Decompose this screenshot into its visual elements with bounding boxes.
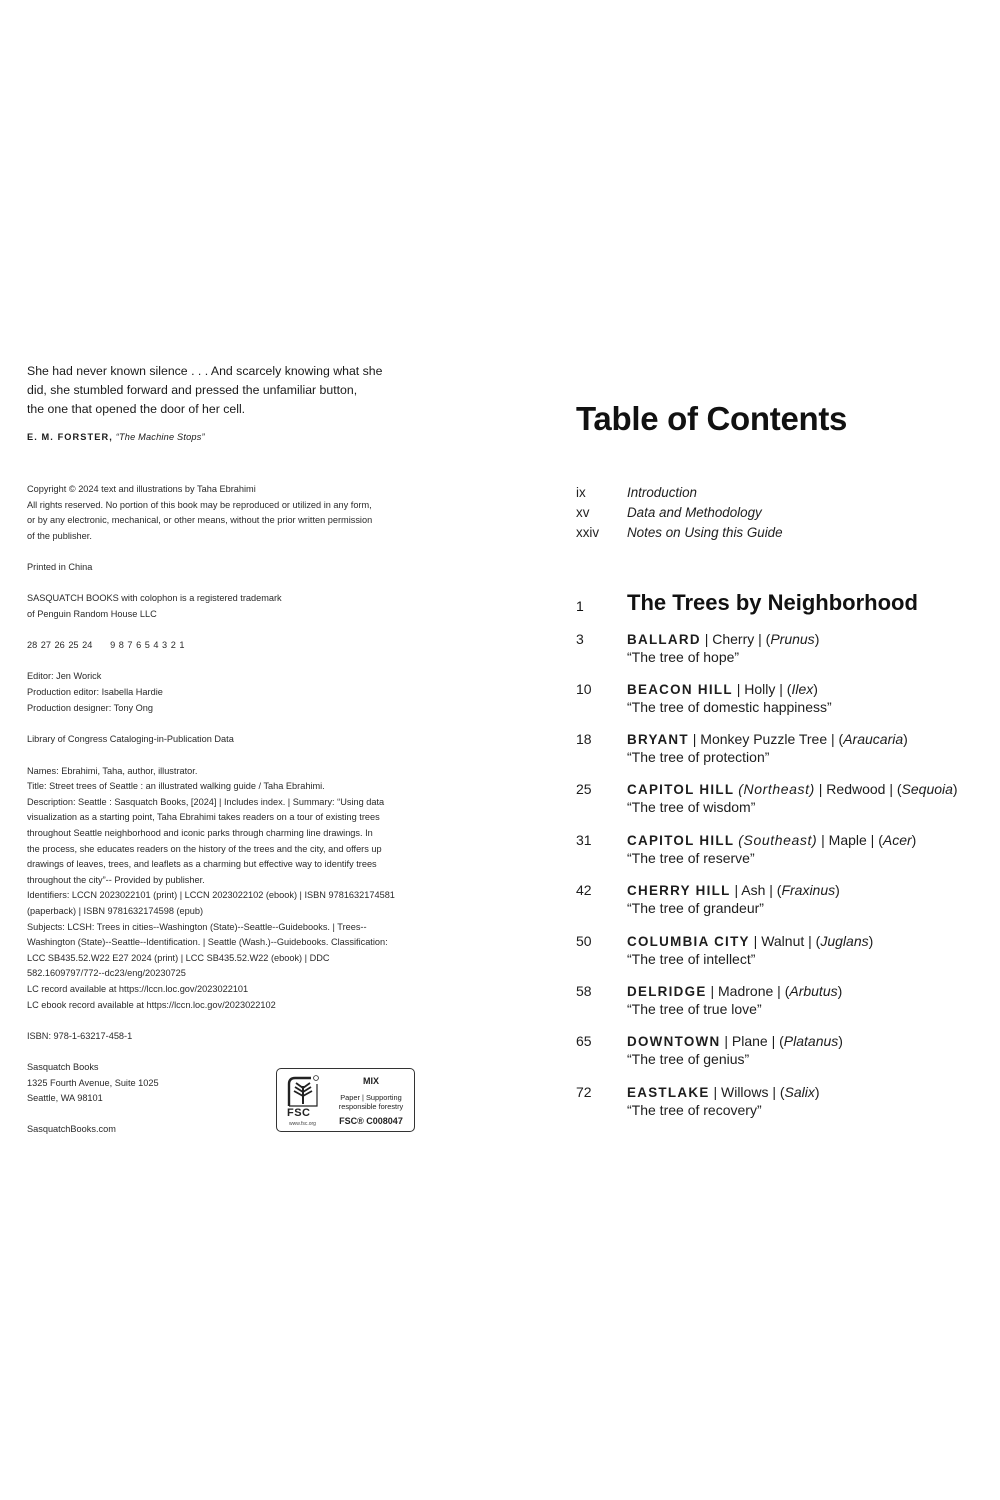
rights-line: Copyright © 2024 text and illustrations by Taha Ebrahimi (27, 484, 256, 494)
tree-motto: “The tree of recovery” (627, 1102, 762, 1118)
cip-line: Title: Street trees of Seattle : an illustrated walking guide / Taha Ebrahimi. (27, 781, 325, 792)
scientific-name: Araucaria (843, 731, 904, 747)
tree-name: Walnut (761, 933, 805, 949)
tree-name: Madrone (718, 983, 774, 999)
cip-line: Names: Ebrahimi, Taha, author, illustrator. (27, 765, 198, 776)
toc-entry[interactable] (576, 933, 996, 973)
cip-line: Description: Seattle : Sasquatch Books, [2024] | Includes index. | Summary: “Using data (27, 796, 385, 807)
epigraph-line: the one that opened the door of her cell. (27, 402, 246, 416)
fsc-logo (276, 1068, 415, 1132)
print-years: 28 27 26 25 24 (27, 640, 93, 650)
toc-entry[interactable] (576, 1033, 996, 1073)
credit-line: Editor: Jen Worick (27, 671, 102, 681)
toc-page-number: ix (576, 485, 586, 500)
neighborhood-name: BALLARD (627, 632, 701, 647)
neighborhood-qualifier: (Northeast) (738, 781, 815, 797)
cip-line: throughout the city”-- Provided by publisher. (27, 874, 205, 885)
cip-line: drawings of leaves, trees, and leaflets as a charming but effective way to identify trees (27, 859, 377, 870)
toc-item-label: Data and Methodology (627, 505, 762, 520)
epigraph-line: She had never known silence . . . And scarcely knowing what she (27, 364, 383, 378)
scientific-name: Fraxinus (781, 882, 836, 898)
cip-line: throughout Seattle neighborhood and iconic parks through charming line drawings. In (27, 827, 373, 838)
toc-entry-heading: DELRIDGE | Madrone | (Arbutus) (627, 983, 843, 999)
cip-heading: Library of Congress Cataloging-in-Publication Data (27, 734, 234, 744)
address-line: Seattle, WA 98101 (27, 1093, 103, 1104)
publisher-website: SasquatchBooks.com (27, 1124, 116, 1134)
toc-entry-heading: CAPITOL HILL (Northeast) | Redwood | (Sequoia) (627, 781, 958, 797)
page-title: Table of Contents (576, 400, 848, 437)
neighborhood-name: DOWNTOWN (627, 1034, 721, 1049)
neighborhood-name: CHERRY HILL (627, 883, 731, 898)
toc-entry-heading: BEACON HILL | Holly | (Ilex) (627, 681, 818, 697)
toc-entry-heading: CHERRY HILL | Ash | (Fraxinus) (627, 882, 840, 898)
neighborhood-name: BEACON HILL (627, 682, 733, 697)
toc-page-number: xxiv (576, 525, 600, 540)
address-line: Sasquatch Books (27, 1062, 99, 1072)
toc-page-number: 10 (576, 681, 592, 697)
printing-numbers (27, 640, 185, 650)
tree-name: Cherry (712, 631, 755, 647)
fsc-mark-text: FSC (287, 1107, 311, 1119)
cip-line: Washington (State)--Seattle--Identification. | Seattle (Wash.)--Guidebooks. Classification: (27, 937, 388, 948)
cip-line: (paperback) | ISBN 9781632174598 (epub) (27, 905, 204, 916)
credit-line: Production editor: Isabella Hardie (27, 687, 163, 697)
toc-entry-heading: COLUMBIA CITY | Walnut | (Juglans) (627, 933, 874, 949)
toc-entry-heading: CAPITOL HILL (Southeast) | Maple | (Acer) (627, 832, 917, 848)
scientific-name: Salix (784, 1084, 815, 1100)
tree-name: Ash (741, 882, 766, 898)
epigraph-work: “The Machine Stops” (115, 432, 205, 442)
fsc-mix-label: MIX (362, 1076, 379, 1086)
toc-entry[interactable] (576, 1084, 996, 1124)
scientific-name: Prunus (770, 631, 815, 647)
neighborhood-name: CAPITOL HILL (627, 833, 735, 848)
scientific-name: Sequoia (901, 781, 953, 797)
neighborhood-name: COLUMBIA CITY (627, 934, 750, 949)
toc-entry[interactable] (576, 983, 996, 1023)
cip-line: LCC SB435.52.W22 E27 2024 (print) | LCC SB435.52.W22 (ebook) | DDC (27, 952, 330, 963)
cip-line: 582.1609797/772--dc23/eng/20230725 (27, 968, 186, 979)
toc-page-number: 1 (576, 598, 584, 614)
toc-page-number: 42 (576, 882, 592, 898)
toc-item-label: Introduction (627, 485, 697, 500)
tree-motto: “The tree of wisdom” (627, 799, 756, 815)
cip-line: Identifiers: LCCN 2023022101 (print) | LCCN 2023022102 (ebook) | ISBN 9781632174581 (27, 890, 395, 901)
table-of-contents (576, 0, 996, 1500)
tree-name: Monkey Puzzle Tree (700, 731, 828, 747)
cip-line: the process, she educates readers on the history of the trees and the city, and offers up (27, 843, 382, 854)
scientific-name: Ilex (791, 681, 814, 697)
printed-in: Printed in China (27, 562, 93, 572)
print-run: 9 8 7 6 5 4 3 2 1 (110, 640, 185, 650)
address-line: 1325 Fourth Avenue, Suite 1025 (27, 1077, 159, 1088)
rights-line: of the publisher. (27, 531, 92, 541)
toc-page-number: 72 (576, 1084, 592, 1100)
cip-line: LC ebook record available at https://lccn.loc.gov/2023022102 (27, 999, 276, 1010)
neighborhood-qualifier: (Southeast) (738, 832, 818, 848)
neighborhood-name: DELRIDGE (627, 984, 707, 999)
tree-name: Holly (744, 681, 776, 697)
scientific-name: Juglans (820, 933, 869, 949)
toc-page-number: 3 (576, 631, 584, 647)
fsc-tree-icon (285, 1074, 321, 1108)
toc-entry-heading: EASTLAKE | Willows | (Salix) (627, 1084, 820, 1100)
cip-line: Subjects: LCSH: Trees in cities--Washington (State)--Seattle--Guidebooks. | Trees-- (27, 921, 367, 932)
tree-motto: “The tree of domestic happiness” (627, 699, 832, 715)
toc-entry[interactable] (576, 731, 996, 771)
tree-motto: “The tree of intellect” (627, 951, 756, 967)
tree-motto: “The tree of genius” (627, 1051, 750, 1067)
epigraph-attribution (27, 432, 205, 442)
toc-entry[interactable] (576, 832, 996, 872)
tree-motto: “The tree of grandeur” (627, 900, 764, 916)
tree-name: Redwood (826, 781, 886, 797)
tree-motto: “The tree of protection” (627, 749, 770, 765)
fsc-description-line: Paper | Supporting (340, 1093, 402, 1102)
tree-motto: “The tree of reserve” (627, 850, 755, 866)
epigraph-line: did, she stumbled forward and pressed the unfamiliar button, (27, 383, 358, 397)
neighborhood-name: CAPITOL HILL (627, 782, 735, 797)
scientific-name: Acer (882, 832, 912, 848)
fsc-site-text: www.fsc.org (289, 1121, 316, 1127)
toc-part-label: The Trees by Neighborhood (627, 590, 918, 615)
toc-page-number: 18 (576, 731, 592, 747)
toc-entry-heading: BALLARD | Cherry | (Prunus) (627, 631, 820, 647)
isbn: ISBN: 978-1-63217-458-1 (27, 1031, 133, 1041)
copyright-page (27, 0, 427, 1500)
fsc-description (333, 1093, 409, 1111)
toc-entry[interactable] (576, 681, 996, 721)
epigraph-author: E. M. FORSTER, (27, 432, 113, 442)
toc-page-number: 31 (576, 832, 592, 848)
toc-entry-heading: DOWNTOWN | Plane | (Platanus) (627, 1033, 843, 1049)
rights-line: All rights reserved. No portion of this book may be reproduced or utilized in any form, (27, 499, 372, 510)
tree-motto: “The tree of true love” (627, 1001, 762, 1017)
toc-entry[interactable] (576, 882, 996, 922)
toc-page-number: 65 (576, 1033, 592, 1049)
toc-item-label: Notes on Using this Guide (627, 525, 783, 540)
tree-motto: “The tree of hope” (627, 649, 740, 665)
cip-line: LC record available at https://lccn.loc.gov/2023022101 (27, 983, 249, 994)
toc-entry-heading: BRYANT | Monkey Puzzle Tree | (Araucaria) (627, 731, 908, 747)
scientific-name: Platanus (783, 1033, 839, 1049)
neighborhood-name: EASTLAKE (627, 1085, 710, 1100)
rights-line: or by any electronic, mechanical, or other means, without the prior written permission (27, 515, 373, 526)
toc-entry[interactable] (576, 781, 996, 821)
tree-name: Maple (828, 832, 867, 848)
trademark-line: SASQUATCH BOOKS with colophon is a registered trademark (27, 593, 282, 603)
toc-page-number: 25 (576, 781, 592, 797)
toc-page-number: 58 (576, 983, 592, 999)
scientific-name: Arbutus (789, 983, 838, 999)
trademark-line: of Penguin Random House LLC (27, 609, 157, 619)
toc-entry[interactable] (576, 631, 996, 671)
tree-name: Plane (731, 1033, 768, 1049)
tree-name: Willows (721, 1084, 769, 1100)
toc-page-number: 50 (576, 933, 592, 949)
credit-line: Production designer: Tony Ong (27, 703, 153, 713)
toc-page-number: xv (576, 505, 590, 520)
fsc-license-code: FSC® C008047 (339, 1116, 403, 1126)
cip-line: visualization as a starting point, Taha Ebrahimi takes readers on a tour of existing trees (27, 812, 380, 823)
neighborhood-name: BRYANT (627, 732, 689, 747)
fsc-description-line: responsible forestry (338, 1102, 404, 1111)
